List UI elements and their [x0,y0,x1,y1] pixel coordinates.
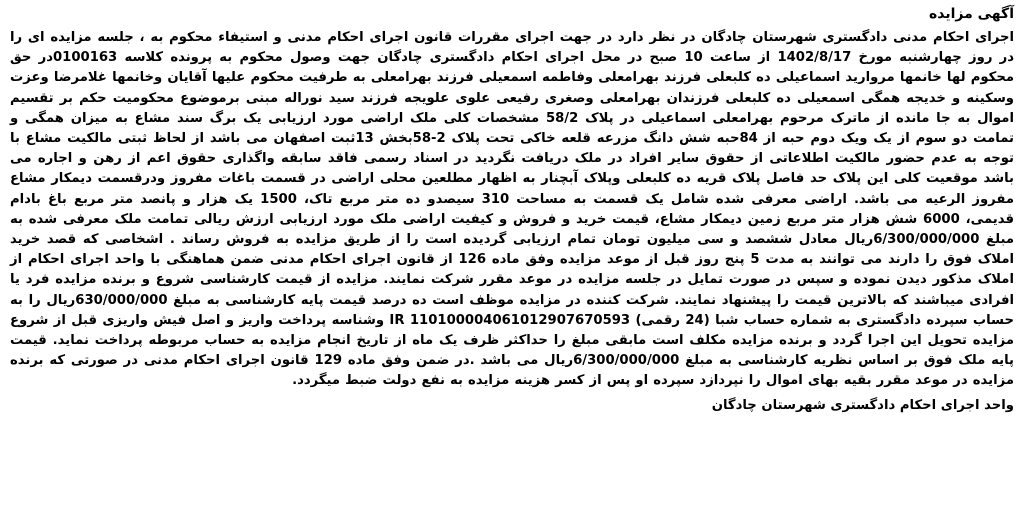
notice-body: اجرای احکام مدنی دادگستری شهرستان چادگان در نظر دارد در جهت اجرای مقررات قانون اجرای احکام مدنی و استیفاء محکوم به ، جلسه مزایده ای را در روز چهارشنبه مورخ 1402/8/17 از ساعت 10 صبح در محل اجرای احکام دادگستری چادگان جهت وصول محکوم به پرونده کلاسه 0100163در حق محکوم لها خانمها مروارید اسماعیلی ده کلبعلی فرزند بهرامعلی وفاطمه اسمعیلی فرزند بهرامعلی به طرفیت محکوم علیها آقایان وخانمها غلامرضا وعزت وسکینه و خدیجه همگی اسمعیلی ده کلبعلی فرزندان بهرامعلی وصغری رفیعی علوی علویجه فرزند سید نوراله مبنی برموضوع محکومیت حکم بر تقسیم اموال به جا مانده از ماترک مرحوم بهرامعلی اسماعیلی در پلاک 58/2 مشخصات کلی ملک اراضی مورد ارزیابی یک برگ سند مشاع به میزان همگی و تمامت دو سوم از یک ویک دوم حبه از 84حبه شش دانگ مزرعه قلعه خاکی تحت پلاک 2-58بخش 13ثبت اصفهان می باشد از لحاظ ثبتی مالکیت مشاع با توجه به عدم حضور مالکیت اطلاعاتی از حقوق سایر افراد در ملک دریافت نگردید در اسناد رسمی فاقد سابقه واگذاری حقوق اعم از رهن و اجاره می باشد موقعیت کلی این پلاک حد فاصل پلاک قریه ده کلبعلی وپلاک آبچنار به اظهار مطلعین محلی اراضی در قسمت باغات مفروز ودرقسمت دیمکار مشاع مفروز الرعیه می باشد. اراضی معرفی شده شامل یک قسمت به مساحت 310 سیصدو ده متر مربع تاک، 1500 یک هزار و پانصد متر مربع باغ بادام قدیمی، 6000 شش هزار متر مربع زمین دیمکار مشاع، قیمت خرید و فروش و کیفیت اراضی ملک مورد ارزیابی ارزش ریالی تمامت ملک معرفی شده به مبلغ 6/300/000/000ریال معادل ششصد و سی میلیون تومان تمام ارزیابی گردیده است را از طریق مزایده به فروش رساند . اشخاصی که قصد خرید املاک فوق را دارند می توانند به مدت 5 پنج روز قبل از موعد مزایده وفق ماده 126 از قانون اجرای احکام مدنی ضمن هماهنگی با واحد اجرای احکام از املاک مذکور دیدن نموده و سپس در صورت تمایل در جلسه مزایده در موعد مقرر شرکت نمایند. مزایده از قیمت کارشناسی شروع و برنده مزایده فرد یا افرادی میباشند که بالاترین قیمت را پیشنهاد نمایند. شرکت کننده در مزایده موظف است ده درصد قیمت پایه کارشناسی به مبلغ 630/000/000ریال را به حساب سپرده دادگستری به شماره حساب شبا (24 رقمی) 110100004061012907670593 IR وشناسه پرداخت واریز و اصل فیش واریزی قبل از شروع مزایده تحویل این اجرا گردد و برنده مزایده مکلف است مابقی مبلغ را حداکثر ظرف یک ماه از تاریخ انجام مزایده به حساب مربوطه پرداخت نماید. قیمت پایه ملک فوق بر اساس نظریه کارشناسی به مبلغ 6/300/000/000ریال می باشد .در ضمن وفق ماده 129 قانون اجرای احکام مدنی در صورتی که برنده مزایده در موعد مقرر بقیه بهای اموال را نپردازد سپرده او پس از کسر هزینه مزایده به نفع دولت ضبط میگردد. [10,30,1015,389]
notice-title: آگهی مزایده [928,6,1014,22]
notice-signature: واحد اجرای احکام دادگستری شهرستان چادگان [711,397,1014,413]
